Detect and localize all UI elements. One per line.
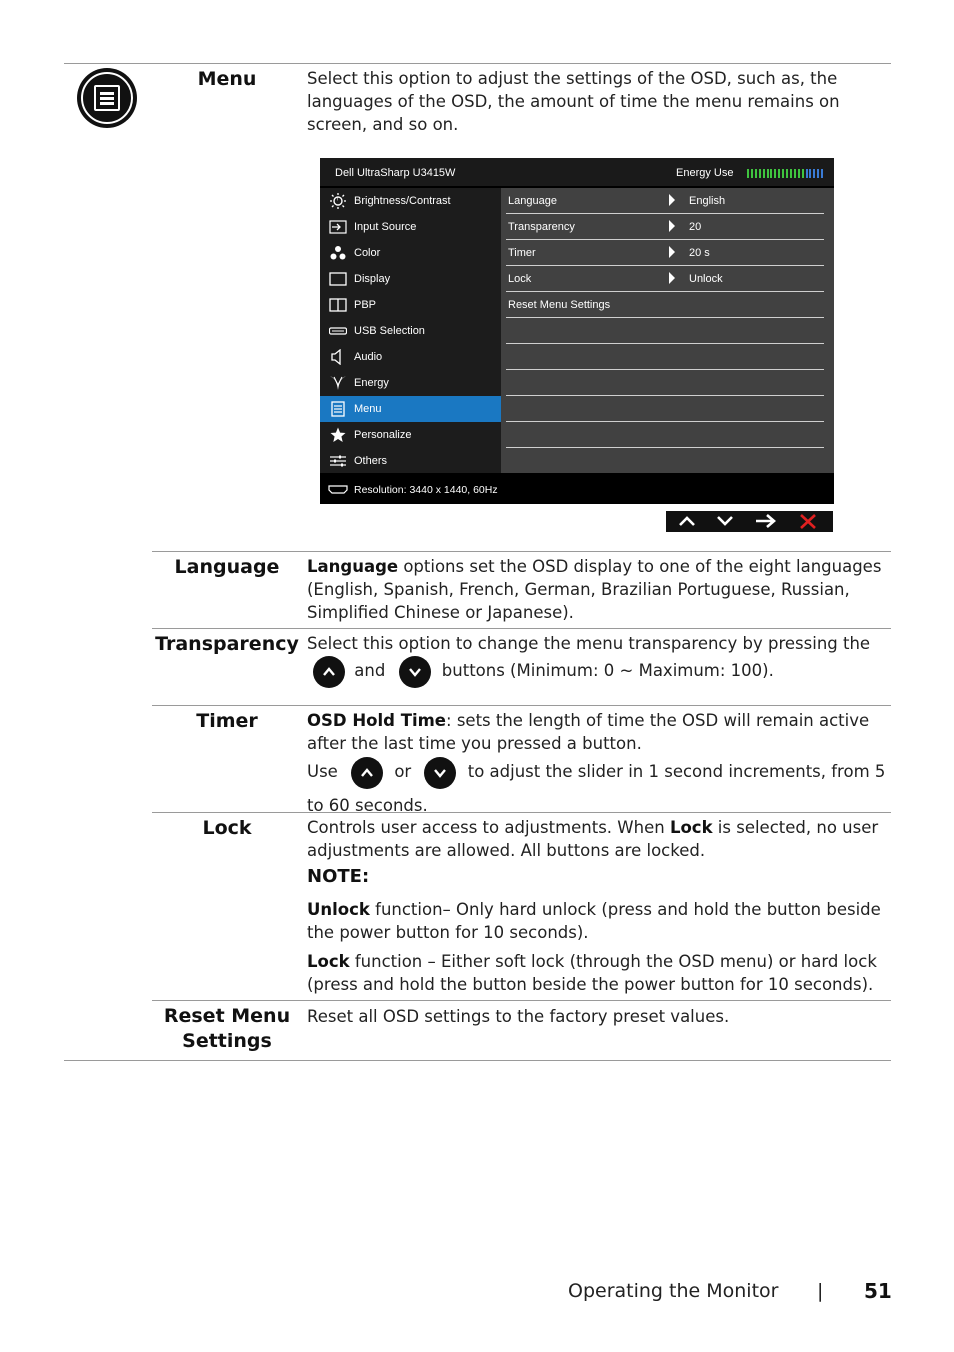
caret-right-icon (669, 194, 675, 206)
note-heading: NOTE: (307, 866, 370, 887)
lock-note (307, 950, 887, 996)
osd-item-label: Color (354, 247, 381, 259)
energy-meter-bar (786, 169, 788, 178)
text: Select this option to change the menu transparency by pressing the (307, 634, 871, 653)
osd-setting-transparency[interactable] (506, 214, 824, 240)
bold-term: Unlock (307, 900, 370, 919)
osd-item-label: Input Source (354, 221, 417, 233)
energy-meter-bar (817, 169, 819, 178)
energy-meter-bar (790, 169, 792, 178)
caret-right-icon (669, 272, 675, 284)
caret-right-icon (669, 220, 675, 232)
osd-setting-key: Transparency (508, 221, 575, 233)
bold-term: Lock (307, 952, 350, 971)
arrow-right-icon[interactable] (755, 514, 777, 528)
osd-item-audio[interactable] (320, 344, 501, 370)
unlock-note (307, 898, 887, 944)
chevron-up-icon[interactable] (678, 514, 696, 528)
bold-term: OSD Hold Time (307, 711, 447, 730)
osd-setting-key: Timer (508, 247, 536, 259)
energy-meter-bar (782, 169, 784, 178)
osd-item-display[interactable] (320, 266, 501, 292)
energy-icon (329, 375, 347, 391)
reset-description: Reset all OSD settings to the factory preset values. (307, 1007, 730, 1026)
osd-setting-key: Language (508, 195, 557, 207)
bold-term: Lock (669, 818, 713, 837)
down-button-icon (424, 757, 456, 789)
energy-meter-bar (809, 169, 811, 178)
osd-setting-value: 20 (689, 221, 702, 233)
rule-transparency (152, 628, 891, 629)
osd-energy-label: Energy Use (676, 167, 734, 179)
osd-item-pbp[interactable] (320, 292, 501, 318)
text: : sets the length of time the OSD will remain active after the last time you pressed a button. (307, 711, 870, 753)
osd-footer (320, 475, 834, 504)
osd-setting-language[interactable] (506, 188, 824, 214)
lock-description (307, 816, 887, 862)
pbp-icon (329, 297, 347, 313)
osd-empty-row (506, 422, 824, 448)
osd-item-personalize[interactable] (320, 422, 501, 448)
energy-meter-bar (806, 169, 808, 178)
text: buttons (Minimum: 0 ~ Maximum: 100). (441, 661, 774, 680)
osd-item-label: Personalize (354, 429, 412, 441)
hdmi-icon (328, 485, 348, 494)
timer-description (307, 709, 887, 755)
rule-timer (152, 705, 891, 706)
usb-icon (329, 323, 347, 339)
energy-meter-bar (774, 169, 776, 178)
color-icon (329, 245, 347, 261)
osd-item-label: USB Selection (354, 325, 425, 337)
close-icon[interactable] (799, 514, 817, 529)
rule-language (152, 551, 891, 552)
osd-item-others[interactable] (320, 448, 501, 474)
osd-item-usb-selection[interactable] (320, 318, 501, 344)
term-lock: Lock (202, 817, 252, 839)
energy-meter-bar (751, 169, 753, 178)
star-icon (329, 427, 347, 443)
osd-setting-key: Reset Menu Settings (508, 299, 611, 311)
input-source-icon (329, 219, 347, 235)
energy-meter-bar (759, 169, 761, 178)
osd-item-energy[interactable] (320, 370, 501, 396)
osd-menu-list (320, 188, 501, 473)
energy-meter-bar (802, 169, 804, 178)
energy-meter-bar (747, 169, 749, 178)
energy-meter-bar (813, 169, 815, 178)
osd-item-label: Audio (354, 351, 383, 363)
osd-setting-value: 20 s (689, 247, 710, 259)
osd-setting-lock[interactable] (506, 266, 824, 292)
down-button-icon (399, 656, 431, 688)
transparency-description (307, 632, 887, 655)
osd-setting-timer[interactable] (506, 240, 824, 266)
energy-meter-bar (778, 169, 780, 178)
osd-setting-value: English (689, 195, 726, 207)
menu-icon (77, 68, 137, 128)
use-text: Use (307, 762, 338, 781)
osd-item-label: PBP (354, 299, 377, 311)
term-menu: Menu (197, 68, 257, 90)
osd-item-label: Menu (354, 403, 382, 415)
audio-icon (329, 349, 347, 365)
bottom-rule (64, 1060, 891, 1061)
menu-icon (329, 401, 347, 417)
osd-settings-panel (501, 188, 834, 473)
energy-meter-bar (755, 169, 757, 178)
language-description (307, 555, 887, 624)
text: is selected, no user adjustments are allowed. All buttons are locked. (307, 818, 879, 860)
timer-buttons-line (307, 755, 887, 823)
text: function – Either soft lock (through the OSD menu) or hard lock (press and hold the button beside the power button for 10 seconds). (307, 952, 877, 994)
term-timer: Timer (196, 710, 258, 732)
energy-meter-bar (821, 169, 823, 178)
term-line: Settings (182, 1030, 272, 1052)
osd-resolution: Resolution: 3440 x 1440, 60Hz (354, 484, 498, 496)
others-icon (329, 453, 347, 469)
osd-model: Dell UltraSharp U3415W (335, 167, 456, 179)
energy-meter-bar (763, 169, 765, 178)
osd-empty-row (506, 396, 824, 422)
osd-item-label: Energy (354, 377, 389, 389)
osd-item-input-source[interactable] (320, 214, 501, 240)
term-line: Reset Menu (163, 1005, 291, 1027)
up-button-icon (351, 757, 383, 789)
term-reset-menu-settings (152, 1004, 302, 1054)
osd-item-brightness[interactable] (320, 188, 501, 214)
footer-separator: | (817, 1280, 824, 1302)
energy-meter-bar (767, 169, 769, 178)
osd-header (320, 158, 834, 186)
chevron-down-icon[interactable] (716, 514, 734, 528)
transparency-buttons-line (307, 654, 887, 688)
osd-item-menu[interactable] (320, 396, 501, 422)
energy-meter (747, 169, 825, 178)
text: to adjust the slider in 1 second increments, from 5 to 60 seconds. (307, 762, 886, 815)
text: Controls user access to adjustments. When (307, 818, 670, 837)
display-icon (329, 271, 347, 287)
osd-empty-row (506, 344, 824, 370)
page-number: 51 (864, 1279, 892, 1303)
energy-meter-bar (798, 169, 800, 178)
caret-right-icon (669, 246, 675, 258)
bold-term: Language (307, 557, 399, 576)
term-transparency: Transparency (155, 633, 299, 655)
menu-description: Select this option to adjust the settings of the OSD, such as, the languages of the OSD, the amount of time the menu remains on screen, and so on. (307, 69, 840, 134)
osd-item-label: Display (354, 273, 391, 285)
osd-item-label: Others (354, 455, 388, 467)
top-rule (64, 63, 891, 64)
osd-empty-row (506, 370, 824, 396)
osd-setting-key: Lock (508, 273, 532, 285)
energy-meter-bar (794, 169, 796, 178)
osd-item-label: Brightness/Contrast (354, 195, 451, 207)
and-text: and (354, 661, 386, 680)
footer-section-title: Operating the Monitor (568, 1280, 779, 1302)
or-text: or (394, 762, 412, 781)
osd-empty-row (506, 318, 824, 344)
osd-nav-bar (666, 511, 833, 532)
osd-setting-reset[interactable] (506, 292, 824, 318)
energy-meter-bar (770, 169, 772, 178)
osd-setting-value: Unlock (689, 273, 723, 285)
brightness-icon (329, 193, 347, 209)
text: options set the OSD display to one of the eight languages (English, Spanish, French, German, Brazilian Portuguese, Russian, Simplified Chinese or Japanese). (307, 557, 882, 622)
osd-item-color[interactable] (320, 240, 501, 266)
text: function– Only hard unlock (press and hold the button beside the power button for 10 seconds). (307, 900, 881, 942)
osd-screenshot (320, 158, 834, 504)
up-button-icon (313, 656, 345, 688)
term-language: Language (174, 556, 280, 578)
rule-reset (152, 1000, 891, 1001)
